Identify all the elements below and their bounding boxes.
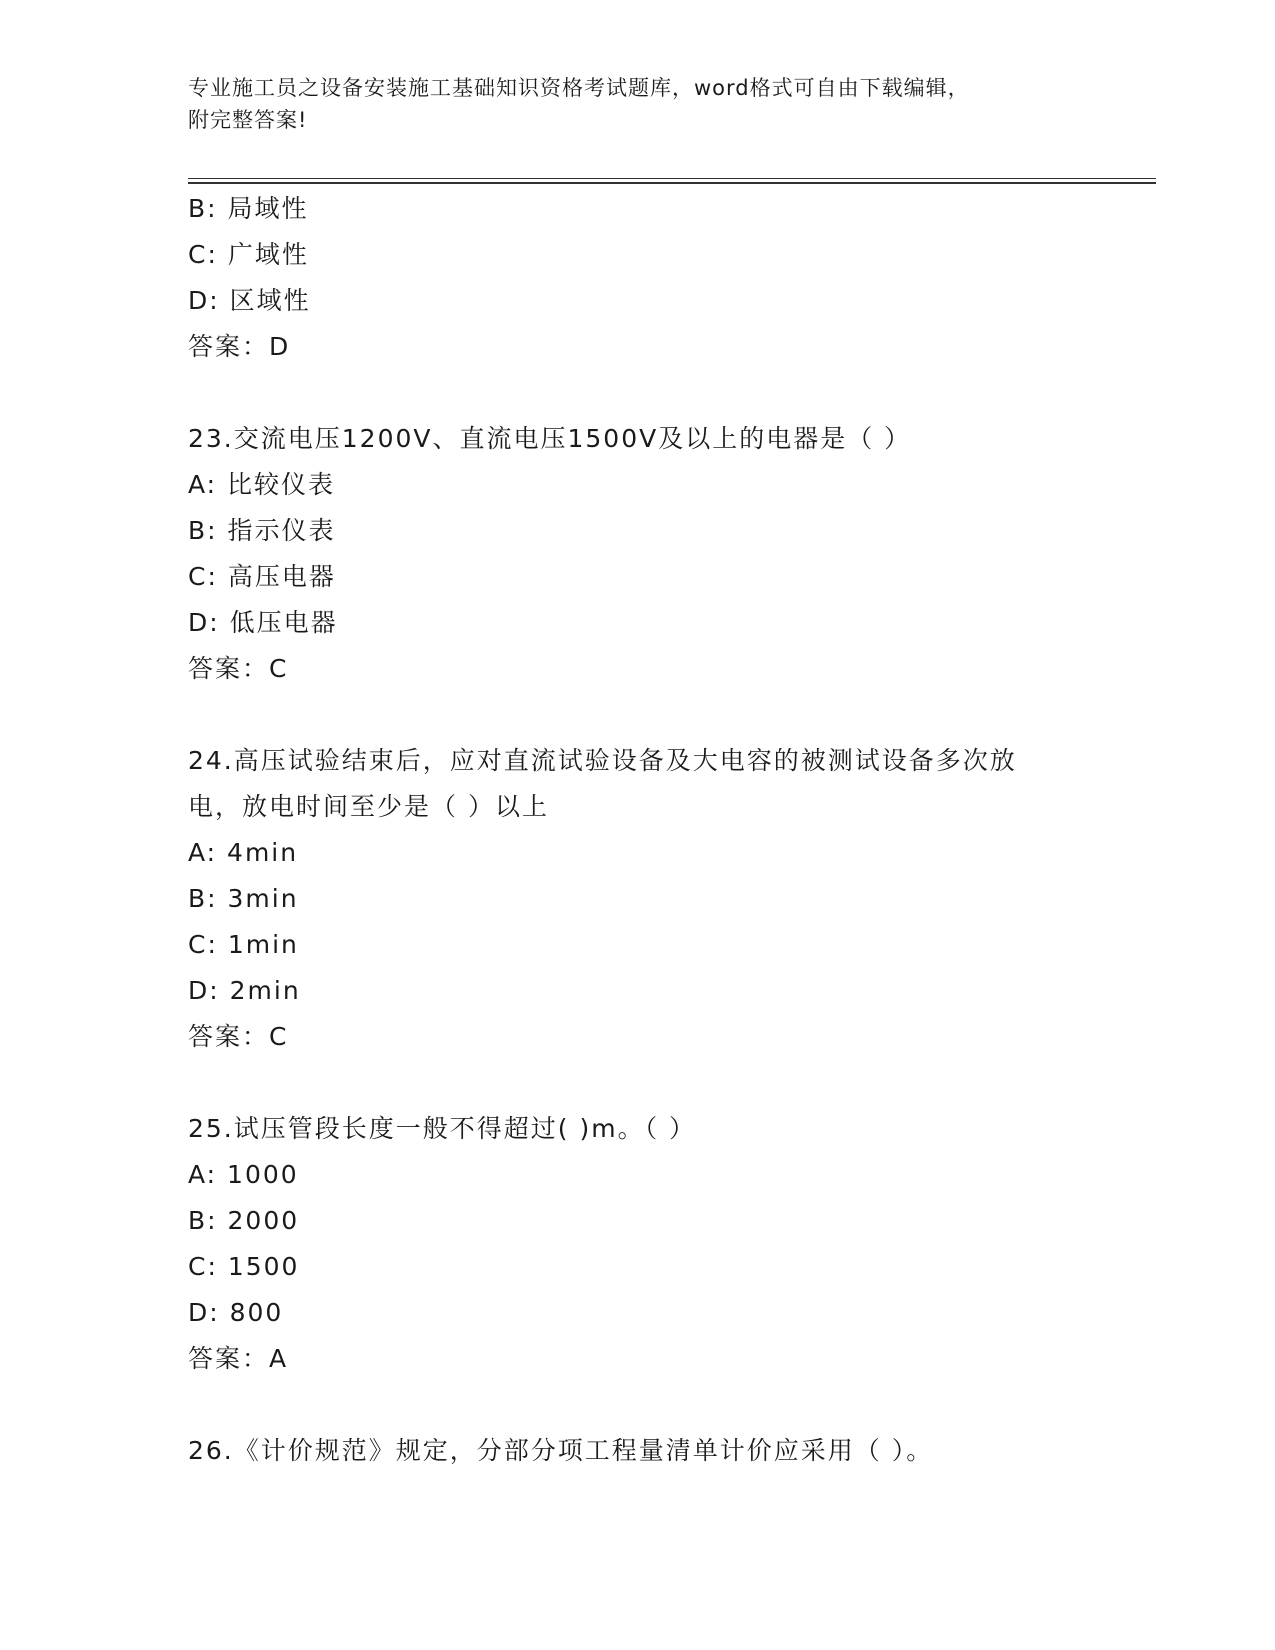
header-line-2: 附完整答案! xyxy=(188,108,308,132)
option-c: C: 高压电器 xyxy=(188,562,336,591)
question-list xyxy=(188,186,1088,1474)
answer-line: 答案：D xyxy=(188,332,291,361)
option-d: D: 低压电器 xyxy=(188,608,338,637)
option-d: D: 800 xyxy=(188,1298,284,1327)
option-d: D: 2min xyxy=(188,976,301,1005)
question-text-line-2: 电，放电时间至少是（ ）以上 xyxy=(188,792,549,821)
option-c: C: 1min xyxy=(188,930,299,959)
option-d: D: 区域性 xyxy=(188,286,311,315)
question-text: 23.交流电压1200V、直流电压1500V及以上的电器是（ ） xyxy=(188,424,912,453)
option-b: B: 指示仪表 xyxy=(188,516,336,545)
option-c: C: 1500 xyxy=(188,1252,300,1281)
option-b: B: 2000 xyxy=(188,1206,300,1235)
question-24 xyxy=(188,738,1088,1060)
question-25 xyxy=(188,1106,1088,1382)
header-line-1: 专业施工员之设备安装施工基础知识资格考试题库，word格式可自由下载编辑， xyxy=(188,76,970,100)
question-text: 26.《计价规范》规定，分部分项工程量清单计价应采用（ ）。 xyxy=(188,1436,934,1465)
option-a: A: 1000 xyxy=(188,1160,299,1189)
answer-line: 答案：C xyxy=(188,1022,289,1051)
option-b: B: 局域性 xyxy=(188,194,309,223)
option-c: C: 广域性 xyxy=(188,240,309,269)
answer-line: 答案：A xyxy=(188,1344,289,1373)
header-divider-thin xyxy=(188,178,1156,179)
question-26 xyxy=(188,1428,1088,1474)
option-b: B: 3min xyxy=(188,884,299,913)
question-text: 25.试压管段长度一般不得超过( )m。（ ） xyxy=(188,1114,697,1143)
header-divider-thick xyxy=(188,182,1156,184)
option-a: A: 比较仪表 xyxy=(188,470,336,499)
document-header xyxy=(188,72,1088,136)
question-23 xyxy=(188,416,1088,692)
answer-line: 答案：C xyxy=(188,654,289,683)
question-text xyxy=(188,738,1088,830)
question-22-continued xyxy=(188,186,1088,370)
question-text-line-1: 24.高压试验结束后，应对直流试验设备及大电容的被测试设备多次放 xyxy=(188,746,1017,775)
option-a: A: 4min xyxy=(188,838,299,867)
